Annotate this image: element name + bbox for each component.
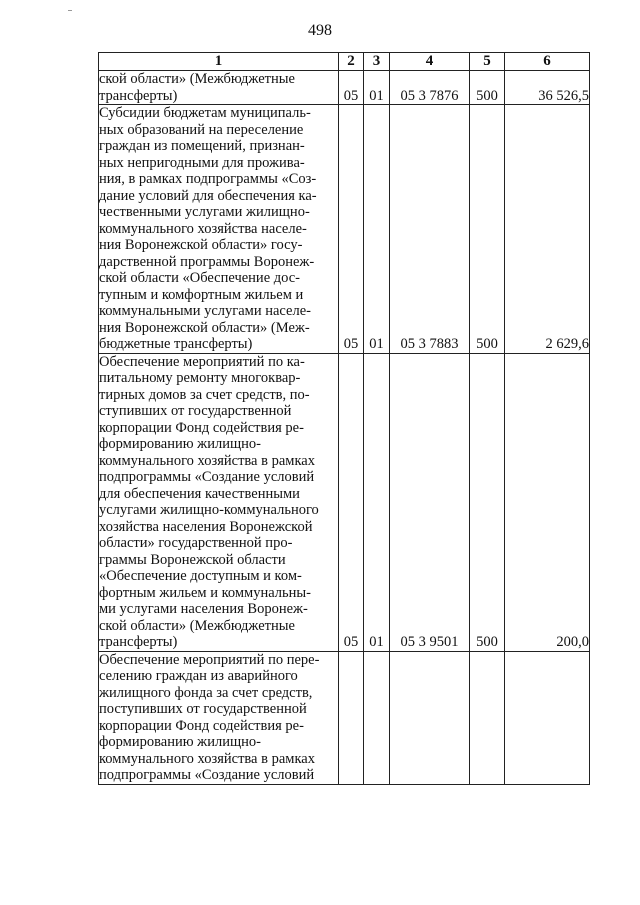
description-line: хозяйства населения Воронежской [99,518,313,535]
row-description [99,71,339,105]
description-line: коммунального хозяйства в рамках [99,452,315,469]
description-line: ми услугами населения Воронеж- [99,601,308,617]
description-line: области» государственной про- [99,535,293,551]
table-row [99,651,590,784]
subsection-code: 01 [364,353,390,651]
table-body [99,71,590,785]
amount-value [505,651,590,784]
column-header-4: 4 [390,53,470,71]
description-line: дание условий для обеспечения ка- [99,187,317,204]
description-line: тирных домов за счет средств, по- [99,386,310,403]
description-line: подпрограммы «Создание условий [99,767,315,783]
description-line: фортным жильем и коммунальны- [99,584,311,601]
description-line: трансферты) [99,87,178,104]
page-number: 498 [308,22,332,39]
description-line: для обеспечения качественными [99,485,300,502]
budget-table [98,52,590,785]
column-header-1: 1 [99,53,339,71]
description-line: ской области» (Межбюджетные [99,617,295,634]
description-line: ния Воронежской области» (Меж- [99,319,310,336]
expense-type-code [470,651,505,784]
description-line: селению граждан из аварийного [99,668,298,684]
description-line: поступивших от государственной [99,701,307,717]
section-code: 05 [339,353,364,651]
column-header-5: 5 [470,53,505,71]
description-line: подпрограммы «Создание условий [99,469,315,485]
row-description [99,651,339,784]
expense-type-code: 500 [470,105,505,354]
subsection-code: 01 [364,105,390,354]
description-line: ных образований на переселение [99,121,304,138]
description-line: коммунальными услугами населе- [99,303,311,319]
description-line: ской области» (Межбюджетные [99,71,295,87]
amount-value: 200,0 [505,353,590,651]
section-code [339,651,364,784]
amount-value: 36 526,5 [505,71,590,105]
description-line: бюджетные трансферты) [99,336,253,352]
expense-type-code: 500 [470,353,505,651]
table-header-row [99,53,590,71]
table-row [99,353,590,651]
description-line: корпорации Фонд содействия ре- [99,717,304,734]
description-line: граммы Воронежской области [99,551,286,568]
target-article-code: 05 3 7883 [390,105,470,354]
subsection-code [364,651,390,784]
description-line: формированию жилищно- [99,734,261,750]
target-article-code: 05 3 9501 [390,353,470,651]
column-header-3: 3 [364,53,390,71]
description-line: ния, в рамках подпрограммы «Соз- [99,171,317,187]
table-row [99,105,590,354]
description-line: жилищного фонда за счет средств, [99,684,313,701]
amount-value: 2 629,6 [505,105,590,354]
description-line: коммунального хозяйства в рамках [99,750,315,767]
description-line: трансферты) [99,634,178,650]
row-description [99,353,339,651]
target-article-code [390,651,470,784]
description-line: граждан из помещений, признан- [99,138,305,154]
description-line: корпорации Фонд содействия ре- [99,419,304,436]
description-line: питальному ремонту многоквар- [99,370,301,386]
section-code: 05 [339,105,364,354]
description-line: ской области «Обеспечение дос- [99,270,301,286]
scan-mark [68,10,72,11]
description-line: чественными услугами жилищно- [99,204,310,220]
description-line: ступивших от государственной [99,403,292,419]
description-line: Обеспечение мероприятий по ка- [99,353,305,370]
description-line: Субсидии бюджетам муниципаль- [99,105,311,121]
description-line: ных непригодными для прожива- [99,154,305,171]
column-header-2: 2 [339,53,364,71]
target-article-code: 05 3 7876 [390,71,470,105]
expense-type-code: 500 [470,71,505,105]
description-line: тупным и комфортным жильем и [99,286,304,303]
description-line: «Обеспечение доступным и ком- [99,568,302,584]
description-line: Обеспечение мероприятий по пере- [99,651,320,668]
description-line: формированию жилищно- [99,436,261,452]
row-description [99,105,339,354]
description-line: услугами жилищно-коммунального [99,502,319,518]
table-row [99,71,590,105]
description-line: коммунального хозяйства населе- [99,220,307,237]
section-code: 05 [339,71,364,105]
subsection-code: 01 [364,71,390,105]
column-header-6: 6 [505,53,590,71]
description-line: ния Воронежской области» госу- [99,237,303,253]
description-line: дарственной программы Воронеж- [99,253,315,270]
